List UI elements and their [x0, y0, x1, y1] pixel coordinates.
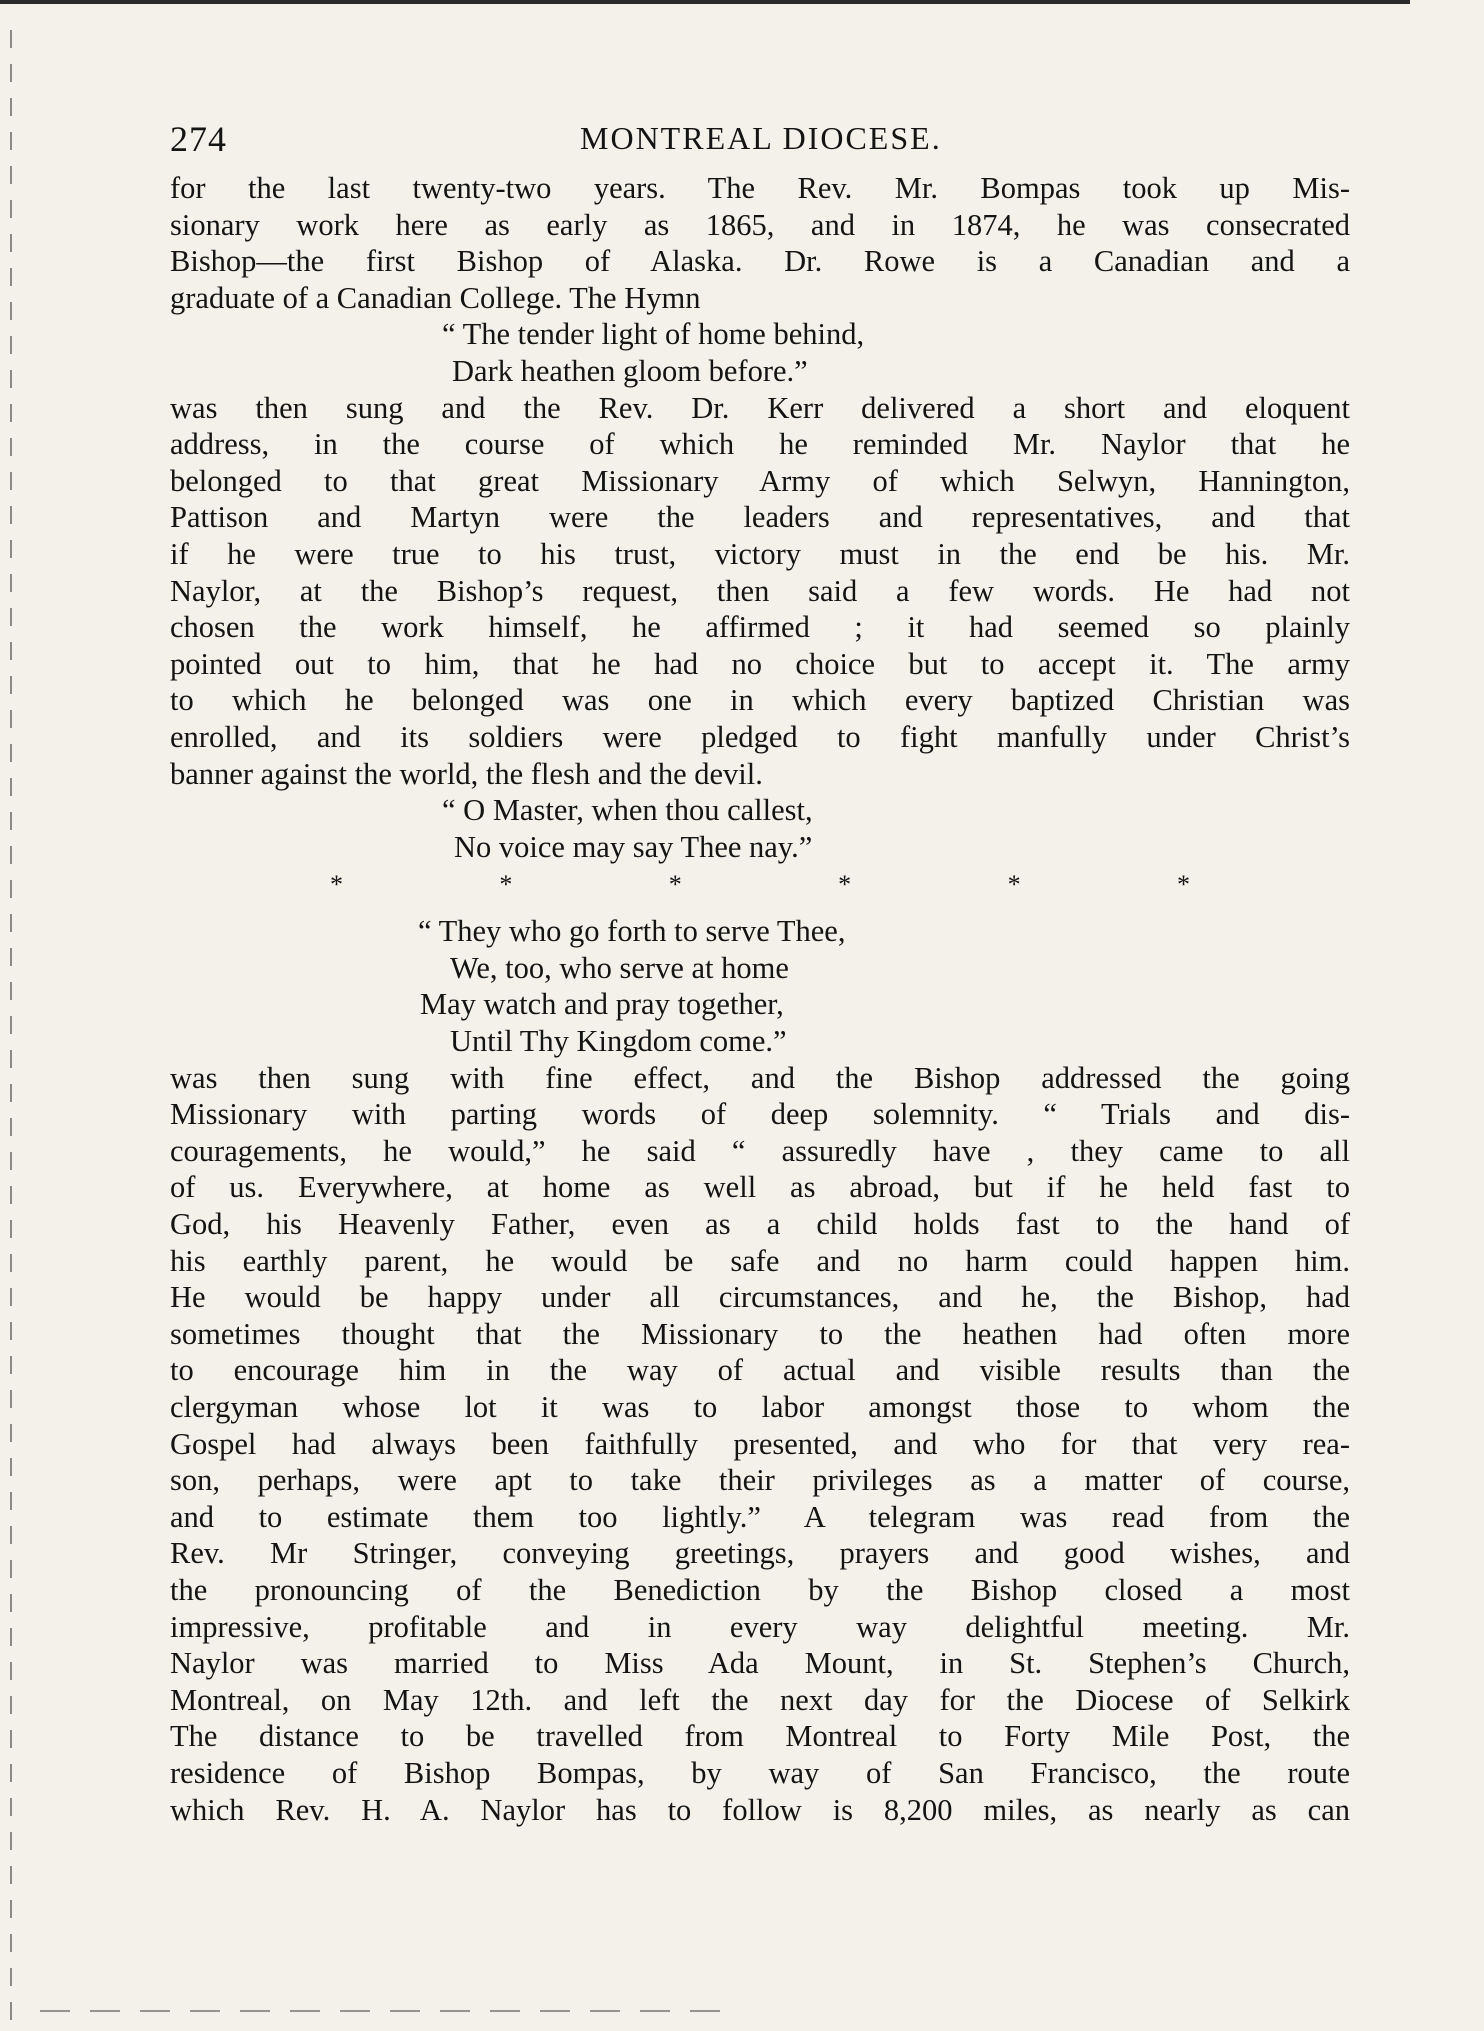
text-line: and to estimate them too lightly.” A telegram was read from the	[170, 1499, 1350, 1534]
paragraph-1	[170, 170, 1350, 316]
text-line: belonged to that great Missionary Army of which Selwyn, Hannington,	[170, 463, 1350, 498]
paragraph-2	[170, 390, 1350, 793]
asterisk: *	[838, 870, 852, 900]
text-line: of us. Everywhere, at home as well as abroad, but if he held fast to	[170, 1170, 1350, 1205]
text-line: Montreal, on May 12th. and left the next day for the Diocese of Selkirk	[170, 1682, 1350, 1717]
text-line: chosen the work himself, he affirmed ; it had seemed so plainly	[170, 610, 1350, 645]
page-number: 274	[170, 119, 227, 159]
asterisk: *	[1007, 870, 1021, 900]
text-line: to encourage him in the way of actual and visible results than the	[170, 1353, 1350, 1388]
scan-edge-top	[0, 0, 1410, 4]
text-line: sionary work here as early as 1865, and in 1874, he was consecrated	[170, 207, 1350, 242]
book-page	[170, 110, 1350, 1828]
text-line: impressive, profitable and in every way delightful meeting. Mr.	[170, 1609, 1350, 1644]
text-line: Pattison and Martyn were the leaders and representatives, and that	[170, 500, 1350, 535]
text-line: graduate of a Canadian College. The Hymn	[170, 280, 701, 315]
verse-line: Until Thy Kingdom come.”	[450, 1024, 787, 1059]
verse-line: “ They who go forth to serve Thee,	[418, 914, 846, 949]
text-line: for the last twenty-two years. The Rev. Mr. Bompas took up Mis-	[170, 171, 1350, 205]
verse-line: No voice may say Thee nay.”	[454, 829, 813, 864]
page-header	[170, 110, 1350, 170]
hymn-verse-2	[170, 792, 1350, 865]
text-line: which Rev. H. A. Naylor has to follow is 8,200 miles, as nearly as can	[170, 1792, 1350, 1827]
scan-edge-left	[10, 30, 12, 2020]
text-line: Naylor, at the Bishop’s request, then said a few words. He had not	[170, 573, 1350, 608]
asterisk: *	[1176, 870, 1190, 900]
hymn-verse-1	[170, 316, 1350, 389]
text-line: Rev. Mr Stringer, conveying greetings, prayers and good wishes, and	[170, 1536, 1350, 1571]
text-line: enrolled, and its soldiers were pledged to fight manfully under Christ’s	[170, 719, 1350, 754]
text-line: to which he belonged was one in which every baptized Christian was	[170, 683, 1350, 718]
text-line: pointed out to him, that he had no choice but to accept it. The army	[170, 646, 1350, 681]
text-line: Gospel had always been faithfully presented, and who for that very rea-	[170, 1426, 1350, 1461]
verse-line: Dark heathen gloom before.”	[452, 353, 808, 388]
asterism	[330, 865, 1190, 905]
verse-line: “ O Master, when thou callest,	[442, 793, 813, 828]
hymn-verse-3	[170, 913, 1350, 1059]
verse-line: “ The tender light of home behind,	[442, 317, 865, 352]
asterisk: *	[330, 870, 343, 900]
verse-line: We, too, who serve at home	[450, 950, 789, 985]
paragraph-3	[170, 1060, 1350, 1828]
text-line: his earthly parent, he would be safe and no harm could happen him.	[170, 1243, 1350, 1278]
text-line: couragements, he would,” he said “ assuredly have , they came to all	[170, 1133, 1350, 1168]
scan-edge-bottom	[40, 2010, 720, 2012]
running-head: MONTREAL DIOCESE.	[580, 120, 942, 156]
text-line: was then sung and the Rev. Dr. Kerr delivered a short and eloquent	[170, 390, 1350, 425]
text-line: The distance to be travelled from Montreal to Forty Mile Post, the	[170, 1719, 1350, 1754]
text-line: Missionary with parting words of deep solemnity. “ Trials and dis-	[170, 1097, 1350, 1132]
text-line: Bishop—the first Bishop of Alaska. Dr. Rowe is a Canadian and a	[170, 244, 1350, 279]
text-line: He would be happy under all circumstances, and he, the Bishop, had	[170, 1280, 1350, 1315]
asterisk: *	[499, 870, 513, 900]
text-line: Naylor was married to Miss Ada Mount, in St. Stephen’s Church,	[170, 1646, 1350, 1681]
text-line: the pronouncing of the Benediction by the Bishop closed a most	[170, 1572, 1350, 1607]
text-line: God, his Heavenly Father, even as a child holds fast to the hand of	[170, 1207, 1350, 1242]
text-line: sometimes thought that the Missionary to the heathen had often more	[170, 1316, 1350, 1351]
text-line: son, perhaps, were apt to take their privileges as a matter of course,	[170, 1463, 1350, 1498]
verse-line: May watch and pray together,	[420, 987, 784, 1022]
text-line: residence of Bishop Bompas, by way of San Francisco, the route	[170, 1755, 1350, 1790]
text-line: clergyman whose lot it was to labor amongst those to whom the	[170, 1390, 1350, 1424]
text-line: was then sung with fine effect, and the Bishop addressed the going	[170, 1060, 1350, 1095]
text-line: banner against the world, the flesh and the devil.	[170, 756, 763, 791]
text-line: if he were true to his trust, victory must in the end be his. Mr.	[170, 536, 1350, 571]
asterisk: *	[668, 870, 682, 900]
text-line: address, in the course of which he reminded Mr. Naylor that he	[170, 427, 1350, 462]
